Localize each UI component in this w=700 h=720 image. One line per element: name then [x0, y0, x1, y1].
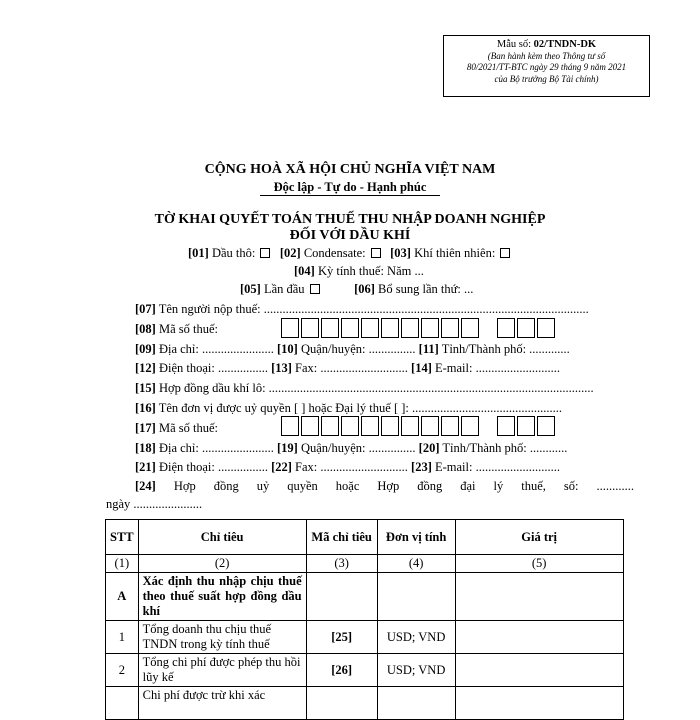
form-code-label: Mẫu số:: [496, 39, 534, 50]
field-09-label: Địa chỉ: .......................: [155, 342, 277, 356]
row-stt: 2: [106, 654, 139, 687]
row-ma-chi-tieu: [306, 573, 377, 621]
field-row-21-23: [135, 460, 560, 475]
field-04-code: [04]: [294, 264, 315, 278]
tax-id-boxes[interactable]: [281, 318, 557, 338]
field-17-label: Mã số thuế:: [155, 421, 218, 435]
field-row-product-type: [188, 246, 510, 261]
field-13-label: Fax: ............................: [291, 361, 412, 375]
tax-id-cell[interactable]: [301, 318, 319, 338]
row-ma-chi-tieu: [306, 687, 377, 720]
field-07-label: Tên người nộp thuế: ........................................................................................................: [155, 302, 589, 316]
field-row-07: [135, 302, 589, 317]
field-12-label: Điện thoại: ................: [155, 361, 272, 375]
agent-tax-id-suffix-cell[interactable]: [497, 416, 515, 436]
row-ma-chi-tieu: [26]: [306, 654, 377, 687]
field-row-08: [135, 322, 218, 337]
agent-tax-id-cell[interactable]: [461, 416, 479, 436]
row-stt: [106, 687, 139, 720]
field-18-code: [18]: [135, 441, 156, 455]
agent-tax-id-cell[interactable]: [301, 416, 319, 436]
row-don-vi: USD; VND: [377, 621, 455, 654]
row-chi-tieu: Tổng chi phí được phép thu hồi lũy kế: [138, 654, 306, 687]
agent-tax-id-suffix-cell[interactable]: [517, 416, 535, 436]
table-row: [106, 621, 624, 654]
table-numbering-row: [106, 555, 624, 573]
field-row-submission: [240, 282, 473, 297]
tax-id-cell[interactable]: [361, 318, 379, 338]
field-11-code: [11]: [418, 342, 439, 356]
row-chi-tieu: Tổng doanh thu chịu thuế TNDN trong kỳ tính thuế: [138, 621, 306, 654]
natural-gas-checkbox[interactable]: [500, 248, 510, 258]
form-note-line3: của Bộ trưởng Bộ Tài chính): [494, 73, 599, 84]
field-07-code: [07]: [135, 302, 156, 316]
row-don-vi: USD; VND: [377, 654, 455, 687]
field-08-code: [08]: [135, 322, 156, 336]
field-08-label: Mã số thuế:: [155, 322, 218, 336]
field-04-label: Kỳ tính thuế: Năm ...: [314, 264, 424, 278]
tax-id-cell[interactable]: [421, 318, 439, 338]
field-22-code: [22]: [271, 460, 292, 474]
numbering-cell: (3): [306, 555, 377, 573]
tax-id-suffix-cell[interactable]: [497, 318, 515, 338]
row-stt: A: [106, 573, 139, 621]
form-note-line2: 80/2021/TT-BTC ngày 29 tháng 9 năm 2021: [466, 62, 627, 72]
header-stt: STT: [106, 520, 139, 555]
field-21-label: Điện thoại: ................: [155, 460, 272, 474]
agent-tax-id-boxes[interactable]: [281, 416, 557, 436]
field-05-code: [05]: [240, 282, 261, 296]
motto: [0, 180, 700, 195]
field-10-code: [10]: [277, 342, 298, 356]
tax-id-suffix-cell[interactable]: [517, 318, 535, 338]
field-11-label: Tỉnh/Thành phố: .............: [438, 342, 570, 356]
field-row-15: [135, 381, 594, 396]
header-don-vi-tinh: Đơn vị tính: [377, 520, 455, 555]
tax-id-cell[interactable]: [401, 318, 419, 338]
first-time-checkbox[interactable]: [310, 284, 320, 294]
field-05-label: Lần đầu: [260, 282, 308, 296]
field-22-label: Fax: ............................: [291, 460, 412, 474]
field-row-17: [135, 421, 218, 436]
table-row: [106, 687, 624, 720]
field-19-code: [19]: [277, 441, 298, 455]
field-18-label: Địa chỉ: .......................: [155, 441, 277, 455]
field-row-18-20: [135, 441, 567, 456]
agent-tax-id-cell[interactable]: [361, 416, 379, 436]
agent-tax-id-cell[interactable]: [381, 416, 399, 436]
field-15-label: Hợp đồng dầu khí lô: ........................................................................................................: [155, 381, 594, 395]
numbering-cell: (2): [138, 555, 306, 573]
field-21-code: [21]: [135, 460, 156, 474]
field-row-09-11: [135, 342, 570, 357]
agent-tax-id-suffix-cell[interactable]: [537, 416, 555, 436]
field-12-code: [12]: [135, 361, 156, 375]
tax-id-cell[interactable]: [461, 318, 479, 338]
field-16-code: [16]: [135, 401, 156, 415]
field-10-label: Quận/huyện: ...............: [297, 342, 419, 356]
agent-tax-id-cell[interactable]: [281, 416, 299, 436]
tax-id-cell[interactable]: [341, 318, 359, 338]
declaration-table: [105, 519, 624, 720]
numbering-cell: (4): [377, 555, 455, 573]
tax-id-cell[interactable]: [321, 318, 339, 338]
numbering-cell: (5): [455, 555, 623, 573]
field-24-label: Hợp đồng uỷ quyền hoặc Hợp đồng đại lý thuế, số: ............: [155, 479, 634, 493]
field-row-12-14: [135, 361, 560, 376]
field-20-code: [20]: [418, 441, 440, 455]
agent-tax-id-cell[interactable]: [441, 416, 459, 436]
row-gia-tri[interactable]: [455, 687, 623, 720]
crude-oil-checkbox[interactable]: [260, 248, 270, 258]
row-ma-chi-tieu: [25]: [306, 621, 377, 654]
tax-id-suffix-cell[interactable]: [537, 318, 555, 338]
field-24-date: ngày ......................: [106, 497, 203, 511]
field-01-code: [01]: [188, 246, 209, 260]
header-gia-tri: Giá trị: [455, 520, 623, 555]
tax-id-cell[interactable]: [441, 318, 459, 338]
agent-tax-id-cell[interactable]: [341, 416, 359, 436]
numbering-cell: (1): [106, 555, 139, 573]
tax-id-cell[interactable]: [381, 318, 399, 338]
field-03-code: [03]: [390, 246, 411, 260]
field-19-label: Quận/huyện: ...............: [297, 441, 419, 455]
field-16-label: Tên đơn vị được uỷ quyền [ ] hoặc Đại lý thuế [ ]: ................................................: [155, 401, 562, 415]
field-24-code: [24]: [135, 479, 156, 493]
form-title-line2: ĐỐI VỚI DẦU KHÍ: [289, 228, 411, 243]
form-title-line1: TỜ KHAI QUYẾT TOÁN THUẾ THU NHẬP DOANH NGHIỆP: [154, 212, 546, 227]
field-03-label: Khí thiên nhiên:: [410, 246, 499, 260]
table-row: [106, 654, 624, 687]
condensate-checkbox[interactable]: [371, 248, 381, 258]
agent-tax-id-cell[interactable]: [421, 416, 439, 436]
form-code-box: [443, 35, 650, 97]
field-row-16: [135, 401, 562, 416]
field-09-code: [09]: [135, 342, 156, 356]
nation-heading: CỘNG HOÀ XÃ HỘI CHỦ NGHĨA VIỆT NAM: [204, 162, 496, 177]
field-23-code: [23]: [411, 460, 432, 474]
row-chi-tieu: Xác định thu nhập chịu thuế theo thuế suất hợp đồng dầu khí: [138, 573, 306, 621]
form-note-line1: (Ban hành kèm theo Thông tư số: [487, 50, 606, 61]
field-01-label: Dầu thô:: [208, 246, 259, 260]
form-code-value: 02/TNDN-DK: [533, 39, 597, 50]
row-stt: 1: [106, 621, 139, 654]
field-06-code: [06]: [354, 282, 375, 296]
table-header-row: [106, 520, 624, 555]
field-13-code: [13]: [271, 361, 292, 375]
field-row-tax-period: [294, 264, 424, 279]
field-23-label: E-mail: ...........................: [431, 460, 560, 474]
table-row: [106, 573, 624, 621]
agent-tax-id-cell[interactable]: [321, 416, 339, 436]
field-17-code: [17]: [135, 421, 156, 435]
agent-tax-id-cell[interactable]: [401, 416, 419, 436]
header-ma-chi-tieu: Mã chỉ tiêu: [306, 520, 377, 555]
field-15-code: [15]: [135, 381, 156, 395]
row-gia-tri[interactable]: [455, 573, 623, 621]
motto-text: Độc lập - Tự do - Hạnh phúc: [260, 180, 441, 196]
field-14-label: E-mail: ...........................: [431, 361, 560, 375]
row-gia-tri[interactable]: [455, 654, 623, 687]
field-02-label: Condensate:: [300, 246, 369, 260]
header-chi-tieu: Chỉ tiêu: [138, 520, 306, 555]
row-don-vi: [377, 687, 455, 720]
row-chi-tieu: Chi phí được trừ khi xác: [138, 687, 306, 720]
field-14-code: [14]: [411, 361, 432, 375]
form-code: [444, 39, 649, 51]
field-20-label: Tỉnh/Thành phố: ............: [439, 441, 568, 455]
field-02-code: [02]: [279, 246, 301, 260]
tax-id-cell[interactable]: [281, 318, 299, 338]
row-gia-tri[interactable]: [455, 621, 623, 654]
field-06-label: Bổ sung lần thứ: ...: [374, 282, 474, 296]
field-row-24: [106, 479, 634, 494]
row-don-vi: [377, 573, 455, 621]
